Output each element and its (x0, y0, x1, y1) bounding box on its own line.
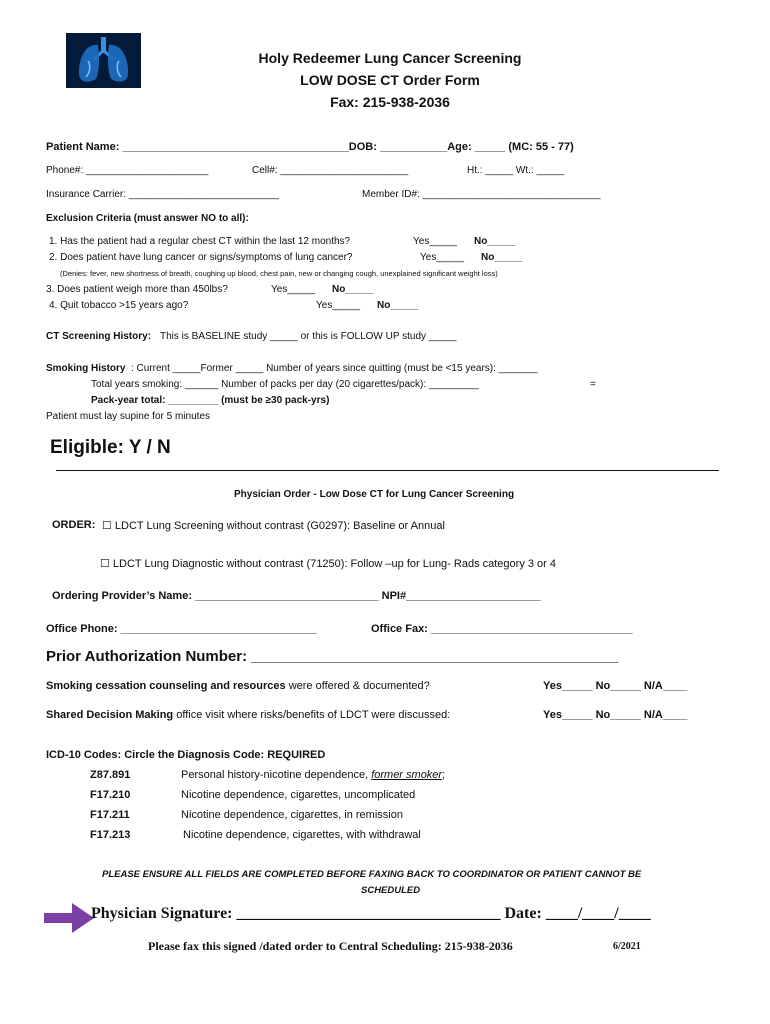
lung-logo (66, 33, 141, 88)
sdm-answers[interactable]: Yes_____ No_____ N/A____ (543, 709, 688, 721)
icd-code[interactable]: F17.211 (90, 809, 130, 821)
section-divider (56, 470, 719, 471)
ct-history-field[interactable]: This is BASELINE study _____ or this is FOLLOW UP study _____ (160, 331, 457, 342)
order-screening-checkbox[interactable]: ☐ LDCT Lung Screening without contrast (G0297): Baseline or Annual (102, 520, 445, 532)
lungs-icon (66, 33, 141, 88)
form-title-line2: LOW DOSE CT Order Form (300, 72, 480, 88)
icd-desc: Nicotine dependence, cigarettes, in remission (181, 809, 403, 821)
order-label: ORDER: (52, 519, 96, 531)
fax-instruction: Please fax this signed /dated order to Central Scheduling: 215-938-2036 (148, 939, 513, 953)
icd-desc (181, 769, 445, 781)
member-id-field[interactable]: Member ID#: ________________________________ (362, 189, 601, 200)
q2-no[interactable]: No_____ (481, 252, 523, 263)
patient-name-field[interactable]: Patient Name: _____________________________________DOB: ___________Age: _____ (MC: 55 - 77) (46, 141, 574, 153)
icd-code[interactable]: F17.210 (90, 789, 131, 801)
icd-code[interactable]: Z87.891 (90, 769, 131, 781)
icd-desc-underlined: former smoker (371, 769, 443, 781)
phone-field[interactable]: Phone#: ______________________ (46, 165, 209, 176)
q4-yes[interactable]: Yes_____ (316, 300, 361, 311)
sdm-rest: office visit where risks/benefits of LDCT were discussed: (173, 709, 451, 721)
counseling-answers[interactable]: Yes_____ No_____ N/A____ (543, 680, 688, 692)
height-weight-field[interactable]: Ht.: _____ Wt.: _____ (467, 165, 565, 176)
eligible-field[interactable]: Eligible: Y / N (50, 437, 171, 458)
q4-no[interactable]: No_____ (377, 300, 419, 311)
exclusion-q1: 1. Has the patient had a regular chest CT within the last 12 months? (49, 236, 351, 247)
insurance-field[interactable]: Insurance Carrier: ___________________________ (46, 189, 279, 200)
office-fax-field[interactable]: Office Fax: _________________________________ (371, 623, 633, 635)
counseling-question (46, 680, 430, 692)
icd-desc-text: Personal history-nicotine dependence, (181, 769, 372, 781)
cell-field[interactable]: Cell#: _______________________ (252, 165, 409, 176)
total-years-field[interactable]: Total years smoking: ______ Number of packs per day (20 cigarettes/pack): _________ (91, 379, 479, 390)
office-phone-field[interactable]: Office Phone: ________________________________ (46, 623, 317, 635)
physician-signature-field[interactable]: Physician Signature: _________________________________ Date: ____/____/____ (91, 905, 651, 922)
q1-yes[interactable]: Yes_____ (413, 236, 458, 247)
icd-desc: Nicotine dependence, cigarettes, uncomplicated (181, 789, 416, 801)
order-diagnostic-checkbox[interactable]: ☐ LDCT Lung Diagnostic without contrast (71250): Follow –up for Lung- Rads category 3 or 4 (100, 558, 557, 570)
icd-desc-post: ; (442, 769, 446, 781)
arrow-right-icon (44, 903, 94, 933)
revision-date: 6/2021 (613, 941, 641, 952)
form-title-line1: Holy Redeemer Lung Cancer Screening (258, 50, 522, 66)
equals-sign: = (590, 379, 596, 390)
notice-line1: PLEASE ENSURE ALL FIELDS ARE COMPLETED BEFORE FAXING BACK TO COORDINATOR OR PATIENT CANNOT BE (102, 869, 642, 880)
counseling-rest: were offered & documented? (285, 680, 430, 692)
supine-note: Patient must lay supine for 5 minutes (46, 411, 210, 422)
q2-yes[interactable]: Yes_____ (420, 252, 465, 263)
smoking-status-field[interactable]: : Current _____Former _____ Number of years since quitting (must be <15 years): _______ (131, 363, 538, 374)
icd-code[interactable]: F17.213 (90, 829, 131, 841)
notice-line2: SCHEDULED (361, 885, 421, 896)
smoking-history-label: Smoking History (46, 363, 126, 374)
prior-auth-field[interactable]: Prior Authorization Number: ____________________________________________ (46, 648, 619, 665)
exclusion-q2: 2. Does patient have lung cancer or signs/symptoms of lung cancer? (49, 252, 353, 263)
counseling-bold: Smoking cessation counseling and resources (46, 680, 286, 692)
sdm-question (46, 709, 450, 721)
icd-desc: Nicotine dependence, cigarettes, with withdrawal (183, 829, 421, 841)
q3-no[interactable]: No_____ (332, 284, 374, 295)
exclusion-q4: 4. Quit tobacco >15 years ago? (49, 300, 189, 311)
exclusion-q3: 3. Does patient weigh more than 450lbs? (46, 284, 228, 295)
denies-note: (Denies: fever, new shortness of breath, coughing up blood, chest pain, new or changing cough, unexplained significant weight loss) (60, 269, 498, 278)
sdm-bold: Shared Decision Making (46, 709, 174, 721)
q1-no[interactable]: No_____ (474, 236, 516, 247)
form-fax: Fax: 215-938-2036 (330, 94, 450, 110)
icd-heading: ICD-10 Codes: Circle the Diagnosis Code: REQUIRED (46, 749, 326, 761)
ct-history-label: CT Screening History: (46, 331, 152, 342)
pack-year-field[interactable]: Pack-year total: _________ (must be ≥30 pack-yrs) (91, 395, 330, 406)
q3-yes[interactable]: Yes_____ (271, 284, 316, 295)
physician-order-heading: Physician Order - Low Dose CT for Lung Cancer Screening (234, 489, 515, 500)
provider-npi-field[interactable]: Ordering Provider’s Name: ______________________________ NPI#______________________ (52, 590, 541, 602)
exclusion-heading: Exclusion Criteria (must answer NO to all): (46, 213, 249, 224)
